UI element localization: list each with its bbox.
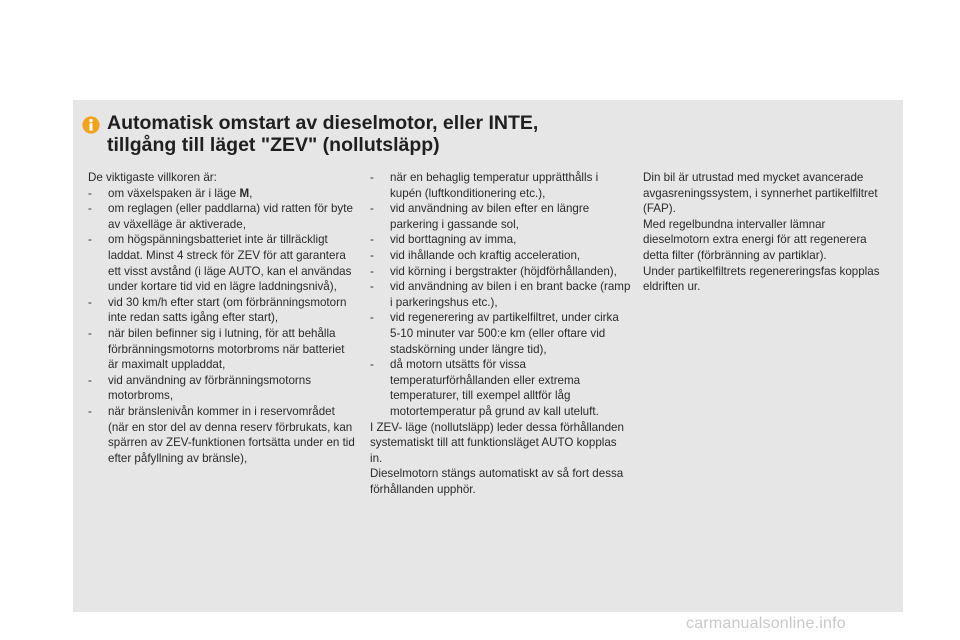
list-item: - vid 30 km/h efter start (om förbränningsmotorn inte redan satts igång efter start),	[88, 295, 347, 325]
list-item: - vid borttagning av imma,	[370, 233, 517, 247]
info-icon	[82, 116, 100, 134]
list-item: - vid körning i bergstrakter (höjdförhållanden),	[370, 264, 617, 278]
zev-paragraph: I ZEV- läge (nollutsläpp) leder dessa förhållanden systematiskt till att funktionsläget AUTO kopplas in.	[370, 420, 624, 465]
conditions-column	[88, 170, 356, 466]
list-item: - om reglagen (eller paddlarna) vid ratten för byte av växelläge är aktiverade,	[88, 202, 353, 231]
list-item: - då motorn utsätts för vissa temperaturförhållanden eller extrema temperaturer, till exempel alltför låg motortemperatur på grund av kall uteluft.	[370, 358, 599, 418]
diesel-stop-paragraph: Dieselmotorn stängs automatiskt av så fort dessa förhållanden upphör.	[370, 467, 624, 496]
list-item: - vid användning av förbränningsmotorns motorbroms,	[88, 373, 312, 403]
list-item: - när bilen befinner sig i lutning, för att behålla förbränningsmotorns motorbroms när batteriet är maximalt uppladdat,	[88, 326, 345, 372]
list-item: - vid användning av bilen i en brant backe (ramp i parkeringshus etc.),	[370, 280, 631, 309]
particle-filter-column	[643, 170, 893, 295]
gear-mode-label: M	[239, 186, 250, 200]
site-watermark: carmanualsonline.info	[686, 615, 846, 632]
conditions-list	[88, 186, 356, 467]
list-item: - vid ihållande och kraftig acceleration,	[370, 248, 581, 262]
conditions-intro: De viktigaste villkoren är:	[88, 171, 217, 184]
conditions-list-continued	[370, 170, 632, 420]
list-item: - vid regenerering av partikelfiltret, under cirka 5-10 minuter var 500:e km (eller oftare vid stadskörning under längre tid),	[370, 311, 619, 356]
title-line-2: tillgång till läget "ZEV" (nollutsläpp)	[107, 134, 440, 156]
list-item: - om högspänningsbatteriet inte är tillräckligt laddat. Minst 4 streck för ZEV för att garantera ett visst avstånd (i läge AUTO, kan el användas under kortare tid vid en lägre laddningsnivå),	[88, 233, 352, 294]
page-title	[107, 112, 627, 156]
filter-paragraph-3: Under partikelfiltrets regenereringsfas kopplas eldriften ur.	[643, 264, 880, 294]
list-item: - när en behaglig temperatur upprätthålls i kupén (luftkonditionering etc.),	[370, 171, 599, 200]
title-line-1: Automatisk omstart av dieselmotor, eller INTE,	[107, 112, 539, 134]
filter-paragraph-1: Din bil är utrustad med mycket avancerade avgasreningssystem, i synnerhet partikelfiltret (FAP).	[643, 171, 878, 216]
filter-paragraph-2: Med regelbundna intervaller lämnar dieselmotorn extra energi för att regenerera detta filter (förbränning av partiklar).	[643, 217, 867, 262]
conditions-column-continued	[370, 170, 632, 497]
list-item: - när bränslenivån kommer in i reservområdet (när en stor del av denna reserv förbrukats, kan spärren av ZEV-funktionen fortsätta under en tid efter påfyllning av bränsle),	[88, 404, 355, 465]
list-item: - vid användning av bilen efter en längre parkering i gassande sol,	[370, 202, 590, 231]
list-item: - om växelspaken är i läge M,	[88, 186, 253, 200]
